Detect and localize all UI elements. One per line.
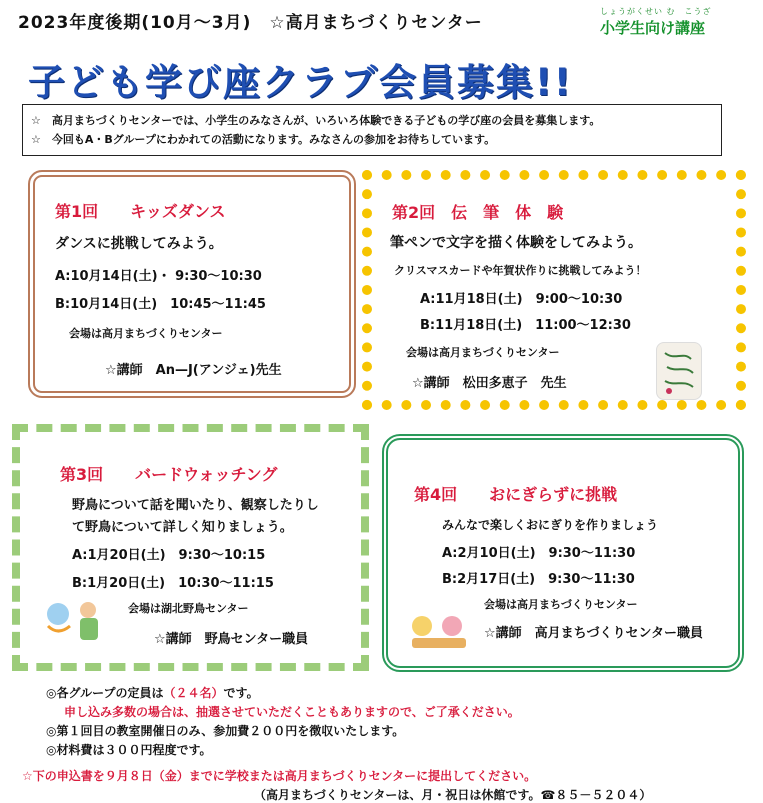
session-1-card <box>28 170 356 398</box>
session-4-schedule-b: B:2月17日(土) 9:30～11:30 <box>442 572 635 587</box>
closed-days-note: （高月まちづくりセンターは、月・祝日は休館です。☎８５－５２０４） <box>254 788 652 802</box>
intro-box <box>22 104 722 156</box>
session-3-card <box>12 424 369 671</box>
session-3-schedule-b: B:1月20日(土) 10:30～11:15 <box>72 576 274 591</box>
session-3-desc: 野鳥について話を聞いたり、観察したりし <box>72 498 319 513</box>
kids-cooking-illustration <box>406 612 472 652</box>
session-3-title: 第3回 バードウォッチング <box>60 465 278 484</box>
badge-ruby: しょうがくせい む こうざ <box>600 7 712 16</box>
session-2-title: 第2回 伝 筆 体 験 <box>392 203 564 222</box>
capacity-note <box>46 684 259 701</box>
session-2-desc: 筆ペンで文字を描く体験をしてみよう。 <box>390 235 642 251</box>
session-1-schedule-a: A:10月14日(土)・ 9:30～10:30 <box>55 269 262 284</box>
session-4-card <box>382 434 744 672</box>
session-2-schedule-a: A:11月18日(土) 9:00～10:30 <box>420 292 623 307</box>
session-1-title: 第1回 キッズダンス <box>55 202 226 221</box>
badge-main: 小学生向け講座 <box>600 19 706 37</box>
calligraphy-card-image <box>656 342 702 400</box>
session-4-venue: 会場は高月まちづくりセンター <box>484 598 638 611</box>
session-2-card <box>362 170 746 410</box>
birdwatching-kid-illustration <box>44 592 108 648</box>
fee-note: ◎第１回目の教室開催日のみ、参加費２００円を徴収いたします。 <box>46 724 405 738</box>
session-1-lecturer: ☆講師 An—J(アンジェ)先生 <box>105 363 282 378</box>
session-3-lecturer: ☆講師 野鳥センター職員 <box>154 632 309 647</box>
material-note: ◎材料費は３００円程度です。 <box>46 743 212 757</box>
session-4-title: 第4回 おにぎらずに挑戦 <box>414 485 618 504</box>
session-3-schedule-a: A:1月20日(土) 9:30～10:15 <box>72 548 266 563</box>
intro-line-2: ☆ 今回もA・Bグループにわかれての活動になります。みなさんの参加をお待ちしています。 <box>31 133 496 146</box>
page-title: 子ども学び座クラブ会員募集!! <box>28 61 573 104</box>
capacity-suffix: です。 <box>223 686 259 700</box>
session-2-desc-2: クリスマスカードや年賀状作りに挑戦してみよう！ <box>394 264 647 277</box>
lottery-note: 申し込み多数の場合は、抽選させていただくこともありますので、ご了承ください。 <box>64 705 520 719</box>
session-3-desc-2: て野鳥について詳しく知りましょう。 <box>72 520 293 535</box>
session-1-desc: ダンスに挑戦してみよう。 <box>55 236 223 252</box>
session-2-venue: 会場は高月まちづくりセンター <box>406 346 560 359</box>
elementary-course-badge <box>600 6 730 44</box>
capacity-number: （２４名） <box>163 686 224 700</box>
session-4-schedule-a: A:2月10日(土) 9:30～11:30 <box>442 546 636 561</box>
session-2-schedule-b: B:11月18日(土) 11:00～12:30 <box>420 318 631 333</box>
deadline-note: ☆下の申込書を９月８日（金）までに学校または高月まちづくりセンターに提出してください。 <box>22 769 537 783</box>
session-4-desc: みんなで楽しくおにぎりを作りましょう <box>442 518 659 532</box>
session-1-schedule-b: B:10月14日(土) 10:45～11:45 <box>55 297 266 312</box>
capacity-prefix: ◎各グループの定員は <box>46 686 164 700</box>
term-header: 2023年度後期(10月～3月) ☆高月まちづくりセンター <box>18 13 483 33</box>
session-1-venue: 会場は高月まちづくりセンター <box>69 327 223 340</box>
session-3-venue: 会場は湖北野鳥センター <box>128 602 249 615</box>
session-2-lecturer: ☆講師 松田多恵子 先生 <box>412 376 567 391</box>
intro-line-1: ☆ 高月まちづくりセンターでは、小学生のみなさんが、いろいろ体験できる子どもの学び座の会員を募集します。 <box>31 114 601 127</box>
session-4-lecturer: ☆講師 高月まちづくりセンター職員 <box>484 626 704 641</box>
